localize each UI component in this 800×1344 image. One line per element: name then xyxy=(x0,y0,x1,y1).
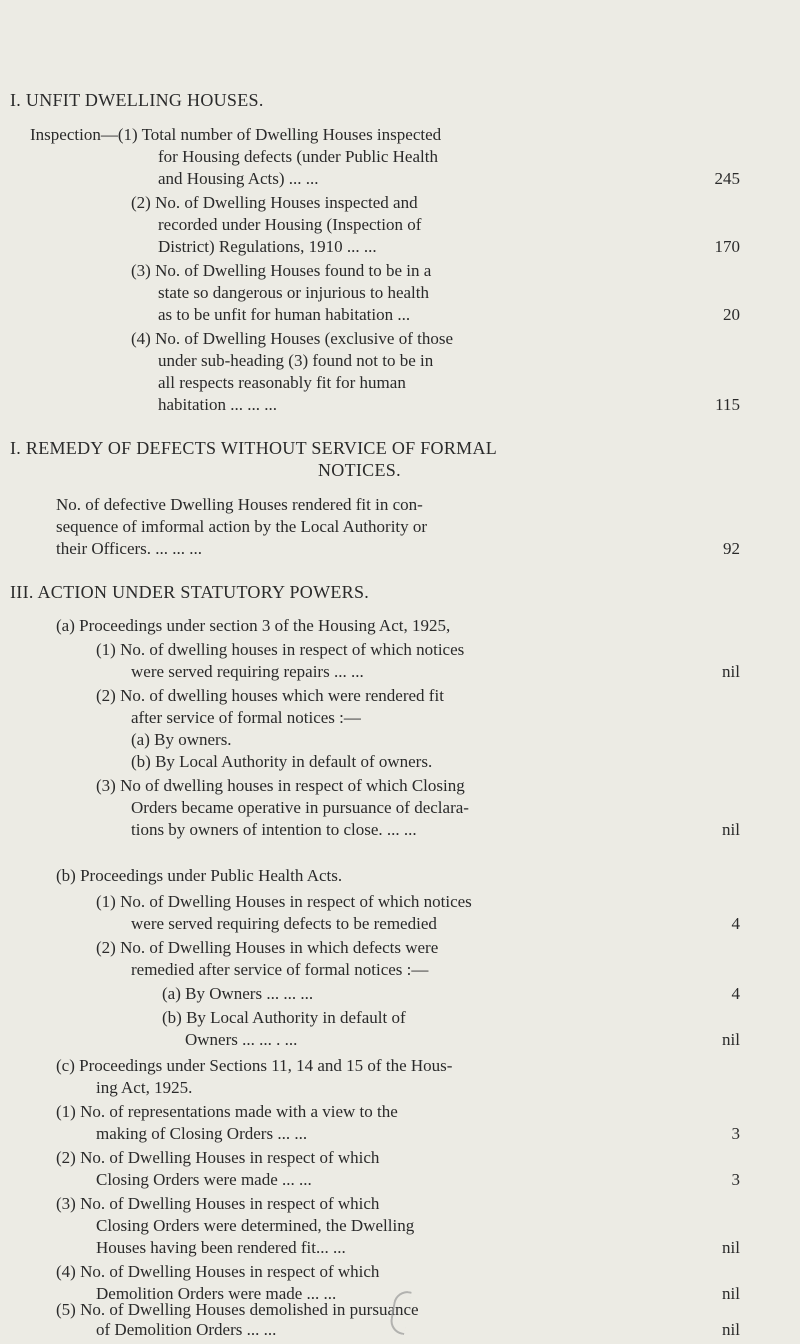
section1-line: and Housing Acts) ... ... xyxy=(158,169,319,188)
value-b2b: nil xyxy=(722,1030,740,1049)
section1-heading: I. UNFIT DWELLING HOUSES. xyxy=(10,90,264,110)
section3-line: after service of formal notices :— xyxy=(131,708,361,727)
value-c3: nil xyxy=(722,1238,740,1257)
section1-line: (4) No. of Dwelling Houses (exclusive of those xyxy=(131,329,453,348)
section1-line: Inspection—(1) Total number of Dwelling Houses inspected xyxy=(30,125,442,144)
section3-line: (5) No. of Dwelling Houses demolished in pursuance xyxy=(56,1300,419,1319)
section3-line: (2) No. of dwelling houses which were rendered fit xyxy=(96,686,444,705)
section3-line: of Demolition Orders ... ... xyxy=(96,1320,277,1339)
value-c5: nil xyxy=(722,1320,740,1339)
value-c1: 3 xyxy=(731,1124,740,1143)
section1-line: all respects reasonably fit for human xyxy=(158,373,406,392)
section2-heading-cont: NOTICES. xyxy=(318,460,401,480)
section3-line: (4) No. of Dwelling Houses in respect of which xyxy=(56,1262,380,1281)
section3-line: were served requiring defects to be remedied xyxy=(131,914,437,933)
subsection-c-title-cont: ing Act, 1925. xyxy=(96,1078,193,1097)
section3-line: (2) No. of Dwelling Houses in which defects were xyxy=(96,938,439,957)
value-c2: 3 xyxy=(731,1170,740,1189)
section3-line: Closing Orders were made ... ... xyxy=(96,1170,312,1189)
section2-line: sequence of imformal action by the Local Authority or xyxy=(56,517,428,536)
value-b2a: 4 xyxy=(731,984,740,1003)
section3-line: remedied after service of formal notices :— xyxy=(131,960,429,979)
section3-line: Orders became operative in pursuance of declara- xyxy=(131,798,469,817)
value-recorded: 170 xyxy=(714,237,740,256)
subsection-b-title: (b) Proceedings under Public Health Acts. xyxy=(56,866,343,885)
section3-line: Owners ... ... . ... xyxy=(185,1030,298,1049)
section3-line: (1) No. of representations made with a view to the xyxy=(56,1102,398,1121)
value-a1: nil xyxy=(722,662,740,681)
section1-line: recorded under Housing (Inspection of xyxy=(158,215,422,234)
section1-line: state so dangerous or injurious to health xyxy=(158,283,430,302)
section3-line: (1) No. of dwelling houses in respect of which notices xyxy=(96,640,465,659)
value-b1: 4 xyxy=(731,914,740,933)
section3-line: Demolition Orders were made ... ... xyxy=(96,1284,337,1303)
subsection-a-title: (a) Proceedings under section 3 of the Housing Act, 1925, xyxy=(56,616,451,635)
section3-line: Houses having been rendered fit... ... xyxy=(96,1238,346,1257)
section3-line: Closing Orders were determined, the Dwelling xyxy=(96,1216,415,1235)
section3-line: (2) No. of Dwelling Houses in respect of which xyxy=(56,1148,380,1167)
section2-heading: I. REMEDY OF DEFECTS WITHOUT SERVICE OF FORMAL xyxy=(10,438,498,458)
section3-heading: III. ACTION UNDER STATUTORY POWERS. xyxy=(10,582,370,602)
section3-line: (a) By Owners ... ... ... xyxy=(162,984,314,1003)
section3-line: (b) By Local Authority in default of xyxy=(162,1008,406,1027)
value-a3: nil xyxy=(722,820,740,839)
section1-line: under sub-heading (3) found not to be in xyxy=(158,351,434,370)
section3-line: (1) No. of Dwelling Houses in respect of which notices xyxy=(96,892,472,911)
section3-line: making of Closing Orders ... ... xyxy=(96,1124,308,1143)
section1-line: (3) No. of Dwelling Houses found to be in a xyxy=(131,261,432,280)
subsection-c-title: (c) Proceedings under Sections 11, 14 and 15 of the Hous- xyxy=(56,1056,453,1075)
section1-line: for Housing defects (under Public Health xyxy=(158,147,438,166)
section3-line: (3) No. of Dwelling Houses in respect of which xyxy=(56,1194,380,1213)
section1-line: habitation ... ... ... xyxy=(158,395,277,414)
section3-line: tions by owners of intention to close. ... ... xyxy=(131,820,417,839)
value-not-fit: 115 xyxy=(715,395,740,414)
section2-line: their Officers. ... ... ... xyxy=(56,539,203,558)
value-c4: nil xyxy=(722,1284,740,1303)
section1-line: (2) No. of Dwelling Houses inspected and xyxy=(131,193,418,212)
value-informal: 92 xyxy=(723,539,740,558)
section1-line: District) Regulations, 1910 ... ... xyxy=(158,237,377,256)
section3-line: (a) By owners. xyxy=(131,730,232,749)
section1-line: as to be unfit for human habitation ... xyxy=(158,305,411,324)
value-inspected: 245 xyxy=(714,169,740,188)
section3-line: (b) By Local Authority in default of owners. xyxy=(131,752,433,771)
section2-line: No. of defective Dwelling Houses rendered fit in con- xyxy=(56,495,423,514)
section3-line: were served requiring repairs ... ... xyxy=(131,662,364,681)
value-unfit: 20 xyxy=(723,305,740,324)
section3-line: (3) No of dwelling houses in respect of which Closing xyxy=(96,776,465,795)
